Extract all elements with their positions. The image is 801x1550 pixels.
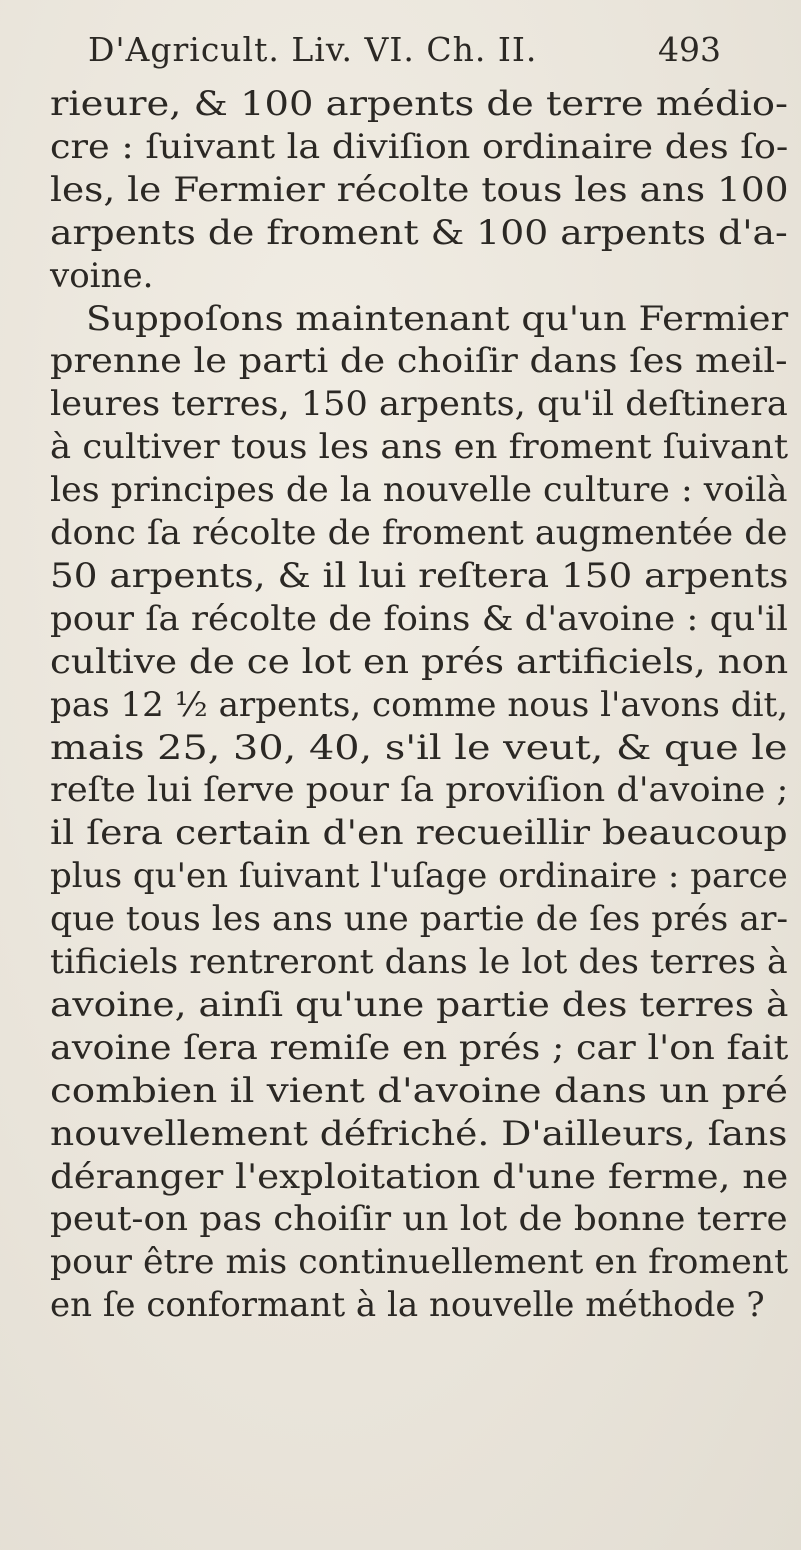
page-number: 493	[658, 30, 721, 69]
text-line: leures terres, 150 arpents, qu'il deſtinera	[50, 384, 788, 425]
text-line: déranger l'exploitation d'une ferme, ne	[50, 1156, 789, 1197]
text-line: pour ſa récolte de foins & d'avoine : qu'il	[50, 598, 788, 639]
running-head-title: D'Agricult. Liv. VI. Ch. II.	[88, 30, 538, 69]
text-line: reſte lui ſerve pour ſa proviſion d'avoine ;	[50, 770, 789, 811]
text-line: mais 25, 30, 40, s'il le veut, & que le	[50, 727, 788, 768]
text-line: cultive de ce lot en prés artificiels, non	[50, 641, 789, 682]
text-line: voine.	[50, 255, 154, 296]
text-line: prenne le parti de choiſir dans ſes meil-	[50, 341, 788, 382]
text-line: donc ſa récolte de froment augmentée de	[50, 513, 788, 553]
text-line: avoine ſera remiſe en prés ; car l'on fait	[50, 1027, 789, 1068]
text-line: peut-on pas choiſir un lot de bonne terre	[50, 1199, 788, 1240]
text-line: en ſe conformant à la nouvelle méthode ?	[50, 1285, 765, 1326]
text-line: à cultiver tous les ans en froment ſuivant	[50, 427, 789, 468]
text-line: pour être mis continuellement en froment	[50, 1242, 789, 1283]
text-line: nouvellement défriché. D'ailleurs, ſans	[50, 1113, 788, 1154]
text-line: que tous les ans une partie de ſes prés ar-	[50, 899, 789, 940]
text-line: cre : ſuivant la diviſion ordinaire des ſo-	[50, 126, 789, 167]
text-line: combien il vient d'avoine dans un pré	[50, 1070, 789, 1111]
text-line: les, le Fermier récolte tous les ans 100	[50, 169, 789, 210]
running-head	[0, 0, 801, 80]
text-line: arpents de froment & 100 arpents d'a-	[50, 212, 788, 253]
text-line: Suppoſons maintenant qu'un Fermier	[86, 298, 789, 339]
text-line: pas 12 ½ arpents, comme nous l'avons dit,	[50, 684, 789, 725]
text-line: les principes de la nouvelle culture : voilà	[50, 470, 788, 511]
text-line: plus qu'en ſuivant l'uſage ordinaire : parce	[50, 856, 788, 897]
text-line: 50 arpents, & il lui reſtera 150 arpents	[50, 555, 789, 596]
text-line: il ſera certain d'en recueillir beaucoup	[50, 813, 788, 854]
text-line: avoine, ainſi qu'une partie des terres à	[50, 984, 789, 1025]
text-line: rieure, & 100 arpents de terre médio-	[50, 84, 789, 124]
text-line: tificiels rentreront dans le lot des terres à	[50, 942, 788, 982]
